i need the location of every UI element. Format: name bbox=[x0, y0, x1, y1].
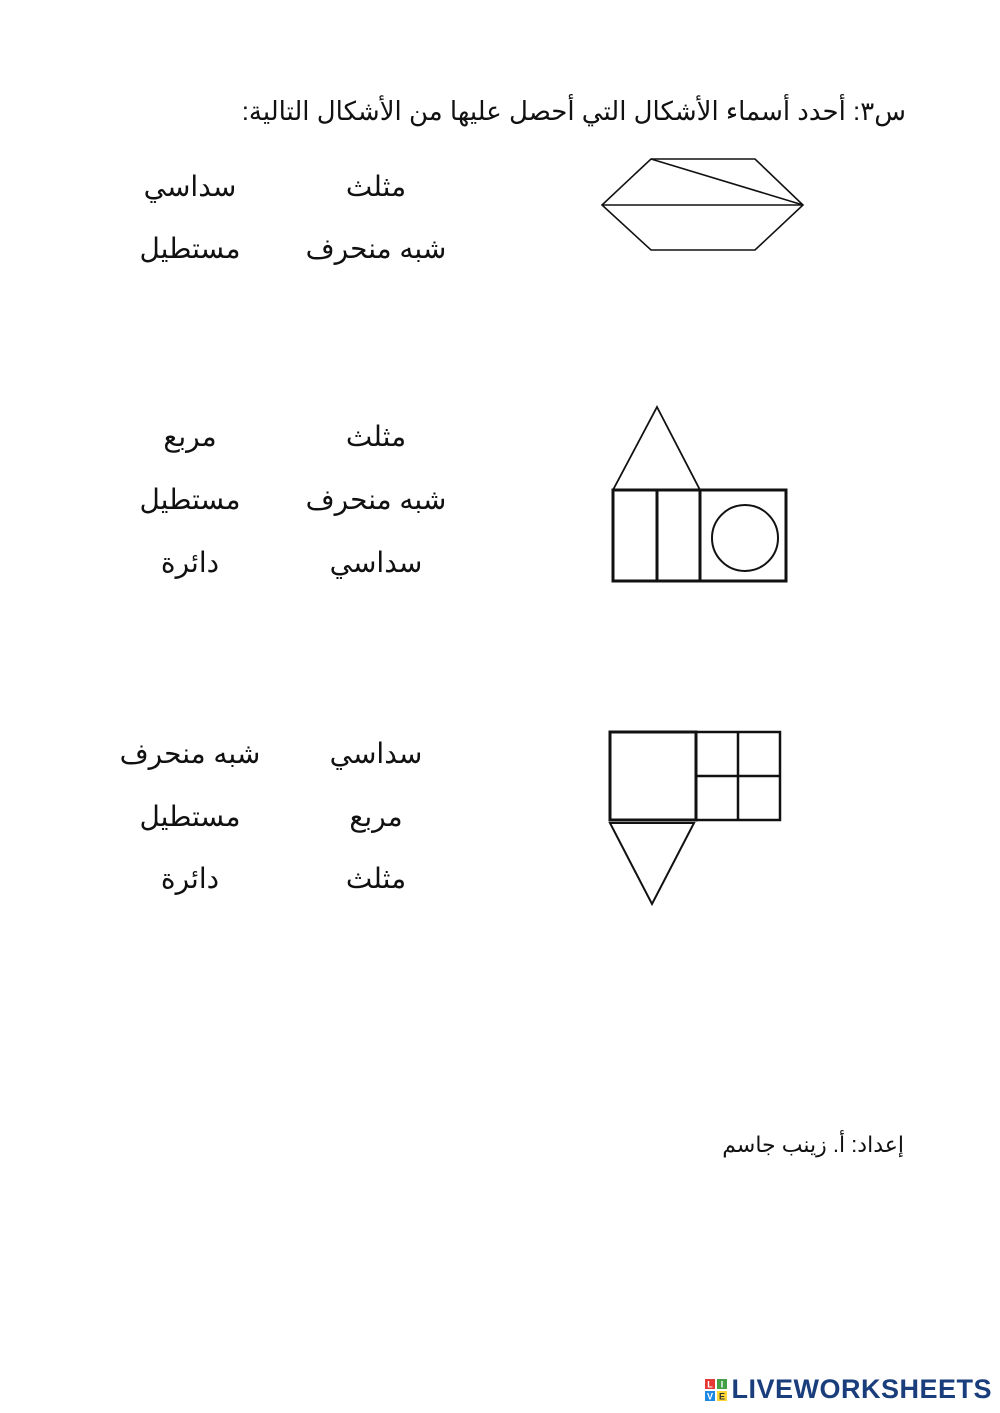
svg-text:I: I bbox=[721, 1379, 724, 1389]
option-1-3[interactable]: شبه منحرف bbox=[305, 233, 447, 264]
option-2-3[interactable]: شبه منحرف bbox=[305, 484, 447, 515]
option-2-2[interactable]: مربع bbox=[163, 421, 217, 452]
svg-text:E: E bbox=[719, 1391, 726, 1401]
hexagon-split-shape bbox=[598, 156, 808, 254]
option-3-5[interactable]: مثلث bbox=[345, 863, 407, 894]
option-3-3[interactable]: مربع bbox=[349, 801, 403, 832]
option-1-1[interactable]: مثلث bbox=[345, 171, 407, 202]
svg-text:V: V bbox=[707, 1391, 714, 1401]
liveworksheets-brand bbox=[705, 1374, 992, 1405]
question-text: س٣: أحدد أسماء الأشكال التي أحصل عليها من الأشكال التالية: bbox=[241, 96, 906, 126]
option-2-6[interactable]: دائرة bbox=[160, 547, 220, 578]
option-3-1[interactable]: سداسي bbox=[329, 738, 423, 769]
option-2-5[interactable]: سداسي bbox=[329, 547, 423, 578]
option-3-4[interactable]: مستطيل bbox=[139, 801, 241, 832]
author-credit: إعداد: أ. زينب جاسم bbox=[722, 1132, 904, 1157]
option-3-6[interactable]: دائرة bbox=[160, 863, 220, 894]
house-shape bbox=[608, 404, 792, 588]
liveworksheets-logo-icon bbox=[705, 1379, 727, 1401]
svg-text:L: L bbox=[707, 1379, 714, 1389]
option-2-1[interactable]: مثلث bbox=[345, 421, 407, 452]
option-3-2[interactable]: شبه منحرف bbox=[119, 738, 261, 769]
option-1-4[interactable]: مستطيل bbox=[139, 233, 241, 264]
option-2-4[interactable]: مستطيل bbox=[139, 484, 241, 515]
option-1-2[interactable]: سداسي bbox=[143, 171, 237, 202]
squares-triangle-shape bbox=[606, 728, 786, 908]
brand-name: LIVEWORKSHEETS bbox=[731, 1374, 992, 1404]
